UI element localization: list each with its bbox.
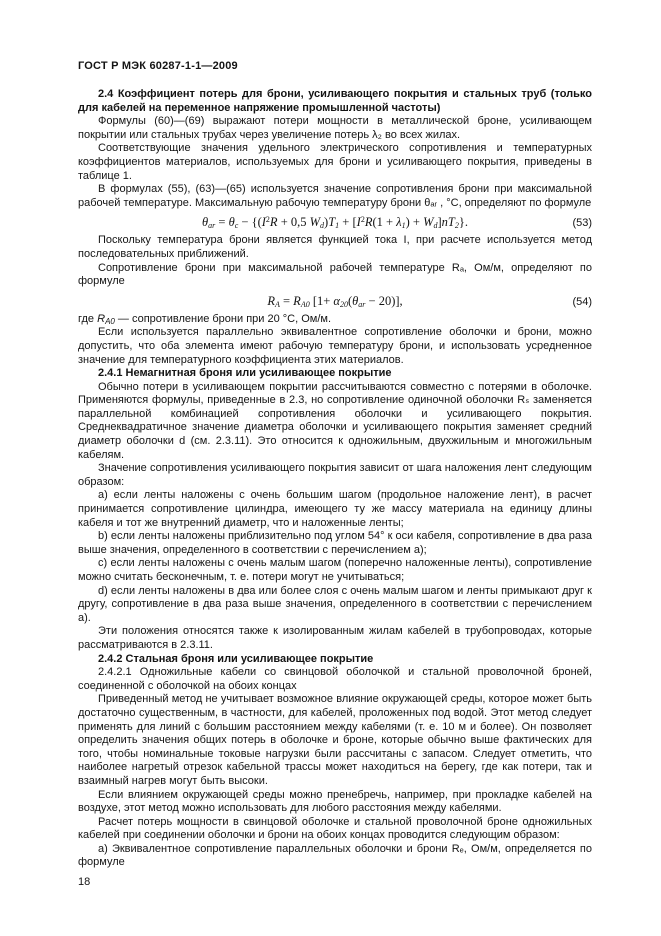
list-item-a-equivalent-resistance: a) Эквивалентное сопротивление параллельных оболочки и брони Rₑ, Ом/м, определяется по формуле bbox=[78, 842, 592, 869]
formula-54-where-clause: где $R_{A0}$ — сопротивление брони при 20 °С, Ом/м. bbox=[78, 312, 332, 326]
formula-54 bbox=[78, 293, 592, 309]
page-number: 18 bbox=[78, 876, 91, 888]
paragraph-environment-influence: Приведенный метод не учитывает возможное влияние окружающей среды, которое может быть достаточно существенным, в частности, для кабелей, проложенных под водой. Этот метод следует применять для линий с большим расстоянием между кабелями (т. е. 10 м и более). Он позволяет определить значения общих потерь в оболочке и броне, которые обычно выше фактических для того, чтобы номинальные токовые нагрузки были рассчитаны с запасом. Следует отметить, что наиболее нагретый отрезок кабельной трассы может находиться на берегу, где как потери, так и взаимный нагрев могут быть высоки. bbox=[78, 693, 592, 787]
paragraph-parallel-equivalent: Если используется параллельно эквивалентное сопротивление оболочки и брони, можно допустить, что оба элемента имеют рабочую температуру брони, и использовать усредненное значение для температурного коэффициента этих материалов. bbox=[78, 326, 592, 366]
formula-53-expression: $\theta_{ar} = \theta_c - \{(I^2R + 0,5$ $W_d)T_1 + [I^2R(1 + \lambda_1) + W_d]nT_2$}. bbox=[202, 215, 468, 231]
paragraph-resistivity-values: Соответствующие значения удельного электрического сопротивления и температурных коэффициентов материалов, используемых для брони и усиливающего покрытия, приведены в таблице 1. bbox=[78, 142, 592, 182]
paragraph-tape-lay-intro: Значение сопротивления усиливающего покрытия зависит от шага наложения лент следующим образом: bbox=[78, 462, 592, 488]
formula-54-expression: $R_A = R_{A0}$ $[1+ \alpha_{20}(\theta_{ar} - 20)]$, bbox=[267, 293, 403, 309]
paragraph-armour-resistance: Сопротивление брони при максимальной рабочей температуре Rₐ, Ом/м, определяют по формуле bbox=[78, 261, 592, 288]
paragraph-armour-temperature: В формулах (55), (63)—(65) используется значение сопротивления брони при максимальной рабочей температуре. Максимальную рабочую температуру брони θₐᵣ , °С, определяют по формуле bbox=[78, 183, 592, 209]
paragraph-loss-calculation-intro: Расчет потерь мощности в свинцовой оболочке и стальной проволочной броне одножильных кабелей при соединении оболочки и брони на обоих концах проводится следующим образом: bbox=[78, 815, 592, 842]
section-2-4-1-heading: 2.4.1 Немагнитная броня или усиливающее покрытие bbox=[98, 367, 392, 380]
paragraph-pipe-type-reference: Эти положения относятся также к изолированным жилам кабелей в трубопроводах, которые рассматриваются в 2.3.11. bbox=[78, 625, 592, 651]
list-item-d-tapes-two-layers: d) если ленты наложены в два или более слоя с очень малым шагом и ленты примыкают друг к другу, сопротивление в два раза выше значения, определенного в соответствии с перечислением a). bbox=[78, 584, 592, 624]
document-body bbox=[78, 88, 592, 870]
paragraph-reinforcement-losses: Обычно потери в усиливающем покрытии рассчитываются совместно с потерями в оболочке. Применяются формулы, приведенные в 2.3, но сопротивление одиночной оболочки Rₛ заменяется параллельной комбинацией сопротивления оболочки и усиливающего покрытия. Среднеквадратичное значение диаметра оболочки и усиливающего покрытия заменяет средний диаметр оболочки d (см. 2.3.11). Это относится к одножильным, двухжильным и многожильным кабелям. bbox=[78, 380, 592, 461]
paragraph-formulas-60-69: Формулы (60)—(69) выражают потери мощности в металлической броне, усиливающем покрытии или стальных трубах через увеличение потерь λ₂ во всех жилах. bbox=[78, 115, 592, 141]
list-item-b-tapes-54-degrees: b) если ленты наложены приблизительно под углом 54° к оси кабеля, сопротивление в два раза выше значения, определенного в соответствии с перечислением a); bbox=[78, 530, 592, 556]
formula-54-number: (54) bbox=[572, 295, 592, 308]
formula-53-number: (53) bbox=[572, 217, 592, 230]
section-2-4-heading: 2.4 Коэффициент потерь для брони, усиливающего покрытия и стальных труб (только для кабелей на переменное напряжение промышленной частоты) bbox=[78, 88, 592, 114]
paragraph-air-installation: Если влиянием окружающей среды можно пренебречь, например, при прокладке кабелей на воздухе, этот метод можно использовать для любого расстояния между кабелями. bbox=[78, 788, 592, 815]
paragraph-2-4-2-1-title: 2.4.2.1 Одножильные кабели со свинцовой оболочкой и стальной проволочной броней, соединенной с оболочкой на обоих концах bbox=[78, 666, 592, 692]
list-item-a-tapes-long-lay: a) если ленты наложены с очень большим шагом (продольное наложение лент), в расчет принимается сопротивление цилиндра, имеющего ту же массу материала на единицу длины кабеля и тот же внутренний диаметр, что и наложенные ленты; bbox=[78, 489, 592, 529]
list-item-c-tapes-short-lay: c) если ленты наложены с очень малым шагом (поперечно наложенные ленты), сопротивление можно считать бесконечным, т. е. потери могут не учитываться; bbox=[78, 557, 592, 583]
section-2-4-2-heading: 2.4.2 Стальная броня или усиливающее покрытие bbox=[98, 652, 374, 665]
document-code: ГОСТ Р МЭК 60287-1-1—2009 bbox=[78, 60, 238, 72]
formula-53 bbox=[78, 214, 592, 230]
paragraph-iteration-method: Поскольку температура брони является функцией тока I, при расчете используется метод последовательных приближений. bbox=[78, 234, 592, 260]
